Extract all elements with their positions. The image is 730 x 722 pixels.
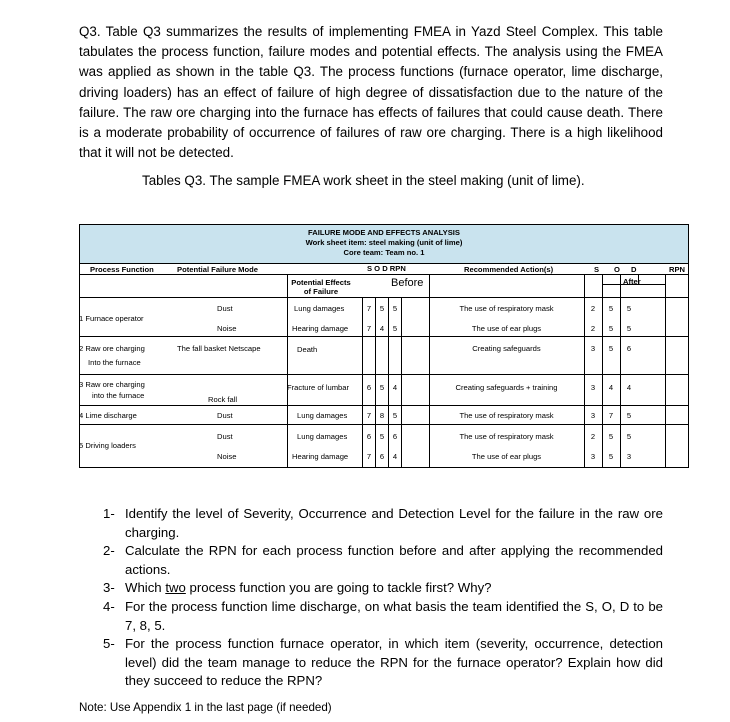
row-4-process: 3 Raw ore charging bbox=[79, 380, 145, 389]
question-text: For the process function lime discharge, on what basis the team identified the S, O, D to be 7, 8, 5. bbox=[125, 598, 663, 633]
question-number: 5- bbox=[103, 636, 115, 652]
row-6-mode: Dust bbox=[217, 432, 233, 441]
row-6-d: 6 bbox=[392, 432, 398, 441]
row-2-s2: 2 bbox=[590, 324, 596, 333]
row-5-action: The use of respiratory mask bbox=[459, 411, 554, 420]
row-3-action: Creating safeguards bbox=[472, 344, 541, 353]
row-1-effect: Lung damages bbox=[294, 304, 345, 313]
row-2-s: 7 bbox=[366, 324, 372, 333]
question-underlined: two bbox=[165, 580, 186, 596]
row-5-d: 5 bbox=[392, 411, 398, 420]
row-4-process-2: into the furnace bbox=[92, 391, 145, 400]
col-s: S bbox=[594, 265, 600, 274]
row-4-effect: Fracture of lumbar bbox=[287, 383, 350, 392]
question-number: 1- bbox=[103, 506, 115, 521]
row-5-o2: 7 bbox=[608, 411, 614, 420]
row-4-o: 5 bbox=[379, 383, 385, 392]
row-6-d2: 5 bbox=[626, 432, 632, 441]
table-caption: Tables Q3. The sample FMEA work sheet in the steel making (unit of lime). bbox=[142, 173, 585, 188]
row-4-s: 6 bbox=[366, 383, 372, 392]
row-1-d: 5 bbox=[392, 304, 398, 313]
col-actions: Recommended Action(s) bbox=[464, 265, 554, 274]
row-7-s2: 3 bbox=[590, 452, 596, 461]
appendix-note: Note: Use Appendix 1 in the last page (if needed) bbox=[79, 701, 332, 714]
row-7-o: 6 bbox=[379, 452, 385, 461]
col-process: Process Function bbox=[90, 265, 154, 274]
row-2-effect: Hearing damage bbox=[292, 324, 349, 333]
worksheet-item: Work sheet item: steel making (unit of lime) bbox=[305, 238, 463, 247]
question-intro: Q3. Table Q3 summarizes the results of implementing FMEA in Yazd Steel Complex. This table tabulates the process function, failure modes and potential effects. The analysis using the FMEA was applied as shown in the table Q3. The process functions (furnace operator, lime discharge, driving loaders) has an effect of failure of high degree of dissatisfaction due to the nature of the failure. The raw ore charging into the furnace has effects of failures that could cause death. There is a moderate probability of occurrence of failures of raw ore charging. There is a high likelihood that it will not be detected. bbox=[79, 24, 663, 161]
row-6-o: 5 bbox=[379, 432, 385, 441]
row-2-mode: Noise bbox=[217, 324, 237, 333]
question-text: Identify the level of Severity, Occurrence and Detection Level for the failure in the raw ore charging. bbox=[125, 506, 663, 540]
row-5-mode: Dust bbox=[217, 411, 233, 420]
question-text: Calculate the RPN for each process function before and after applying the recommended actions. bbox=[125, 543, 663, 577]
col-d: D bbox=[631, 265, 637, 274]
col-before: Before bbox=[391, 277, 424, 289]
row-4-d2: 4 bbox=[626, 383, 632, 392]
row-7-action: The use of ear plugs bbox=[471, 452, 542, 461]
col-mode: Potential Failure Mode bbox=[177, 265, 259, 274]
row-6-s: 6 bbox=[366, 432, 372, 441]
row-7-d: 4 bbox=[392, 452, 398, 461]
question-text: Which bbox=[125, 580, 166, 596]
question-number: 3- bbox=[103, 580, 115, 596]
row-4-action: Creating safeguards + training bbox=[455, 383, 558, 392]
col-sodrpn: S O D RPN bbox=[367, 264, 406, 273]
row-2-o: 4 bbox=[379, 324, 385, 333]
worksheet-header bbox=[79, 224, 689, 264]
question-item bbox=[103, 542, 663, 579]
row-7-o2: 5 bbox=[608, 452, 614, 461]
row-2-o2: 5 bbox=[608, 324, 614, 333]
row-4-s2: 3 bbox=[590, 383, 596, 392]
question-number: 4- bbox=[103, 598, 115, 614]
row-6-action: The use of respiratory mask bbox=[459, 432, 554, 441]
row-6-o2: 5 bbox=[608, 432, 614, 441]
row-6-s2: 2 bbox=[590, 432, 596, 441]
row-5-s: 7 bbox=[366, 411, 372, 420]
row-5-s2: 3 bbox=[590, 411, 596, 420]
row-7-effect: Hearing damage bbox=[292, 452, 349, 461]
row-4-mode: Rock fall bbox=[208, 395, 238, 404]
question-text: For the process function furnace operator, in which item (severity, occurrence, detection level) did the team manage to reduce the RPN for the furnace operator? Explain how did they succeed to reduce the RPN? bbox=[125, 636, 663, 689]
col-effects: Potential Effects of Failure bbox=[291, 278, 351, 296]
row-1-process: 1 Furnace operator bbox=[79, 314, 144, 323]
question-list bbox=[103, 505, 663, 691]
question-item bbox=[103, 505, 663, 542]
row-1-action: The use of respiratory mask bbox=[459, 304, 554, 313]
col-after: After bbox=[623, 277, 641, 286]
col-o: O bbox=[614, 265, 620, 274]
question-number: 2- bbox=[103, 543, 115, 559]
row-6-effect: Lung damages bbox=[297, 432, 348, 441]
row-1-o2: 5 bbox=[608, 304, 614, 313]
worksheet-team: Core team: Team no. 1 bbox=[343, 248, 425, 257]
row-5-effect: Lung damages bbox=[297, 411, 348, 420]
row-3-s2: 3 bbox=[590, 344, 596, 353]
row-7-d2: 3 bbox=[626, 452, 632, 461]
row-4-d: 4 bbox=[392, 383, 398, 392]
row-3-mode: The fall basket Netscape bbox=[177, 344, 261, 353]
row-3-process: 2 Raw ore charging bbox=[79, 344, 145, 353]
col-rpn: RPN bbox=[669, 265, 686, 274]
question-item bbox=[103, 635, 663, 691]
worksheet-title: FAILURE MODE AND EFFECTS ANALYSIS bbox=[308, 228, 460, 237]
question-item bbox=[103, 598, 663, 635]
row-3-process-2: Into the furnace bbox=[88, 358, 141, 367]
row-1-s2: 2 bbox=[590, 304, 596, 313]
row-1-o: 5 bbox=[379, 304, 385, 313]
row-6-process: 5 Driving loaders bbox=[79, 441, 136, 450]
row-3-effect: Death bbox=[297, 345, 318, 354]
row-1-s: 7 bbox=[366, 304, 372, 313]
row-5-process: 4 Lime discharge bbox=[79, 411, 137, 420]
row-2-d2: 5 bbox=[626, 324, 632, 333]
row-3-o2: 5 bbox=[608, 344, 614, 353]
row-5-d2: 5 bbox=[626, 411, 632, 420]
row-3-d2: 6 bbox=[626, 344, 632, 353]
fmea-worksheet bbox=[79, 224, 689, 468]
row-5-o: 8 bbox=[379, 411, 385, 420]
row-4-o2: 4 bbox=[608, 383, 614, 392]
row-1-d2: 5 bbox=[626, 304, 632, 313]
row-1-mode: Dust bbox=[217, 304, 233, 313]
question-text: process function you are going to tackle first? Why? bbox=[185, 580, 492, 596]
row-2-action: The use of ear plugs bbox=[471, 324, 542, 333]
row-2-d: 5 bbox=[392, 324, 398, 333]
row-7-s: 7 bbox=[366, 452, 372, 461]
row-7-mode: Noise bbox=[217, 452, 237, 461]
question-item bbox=[103, 579, 663, 598]
